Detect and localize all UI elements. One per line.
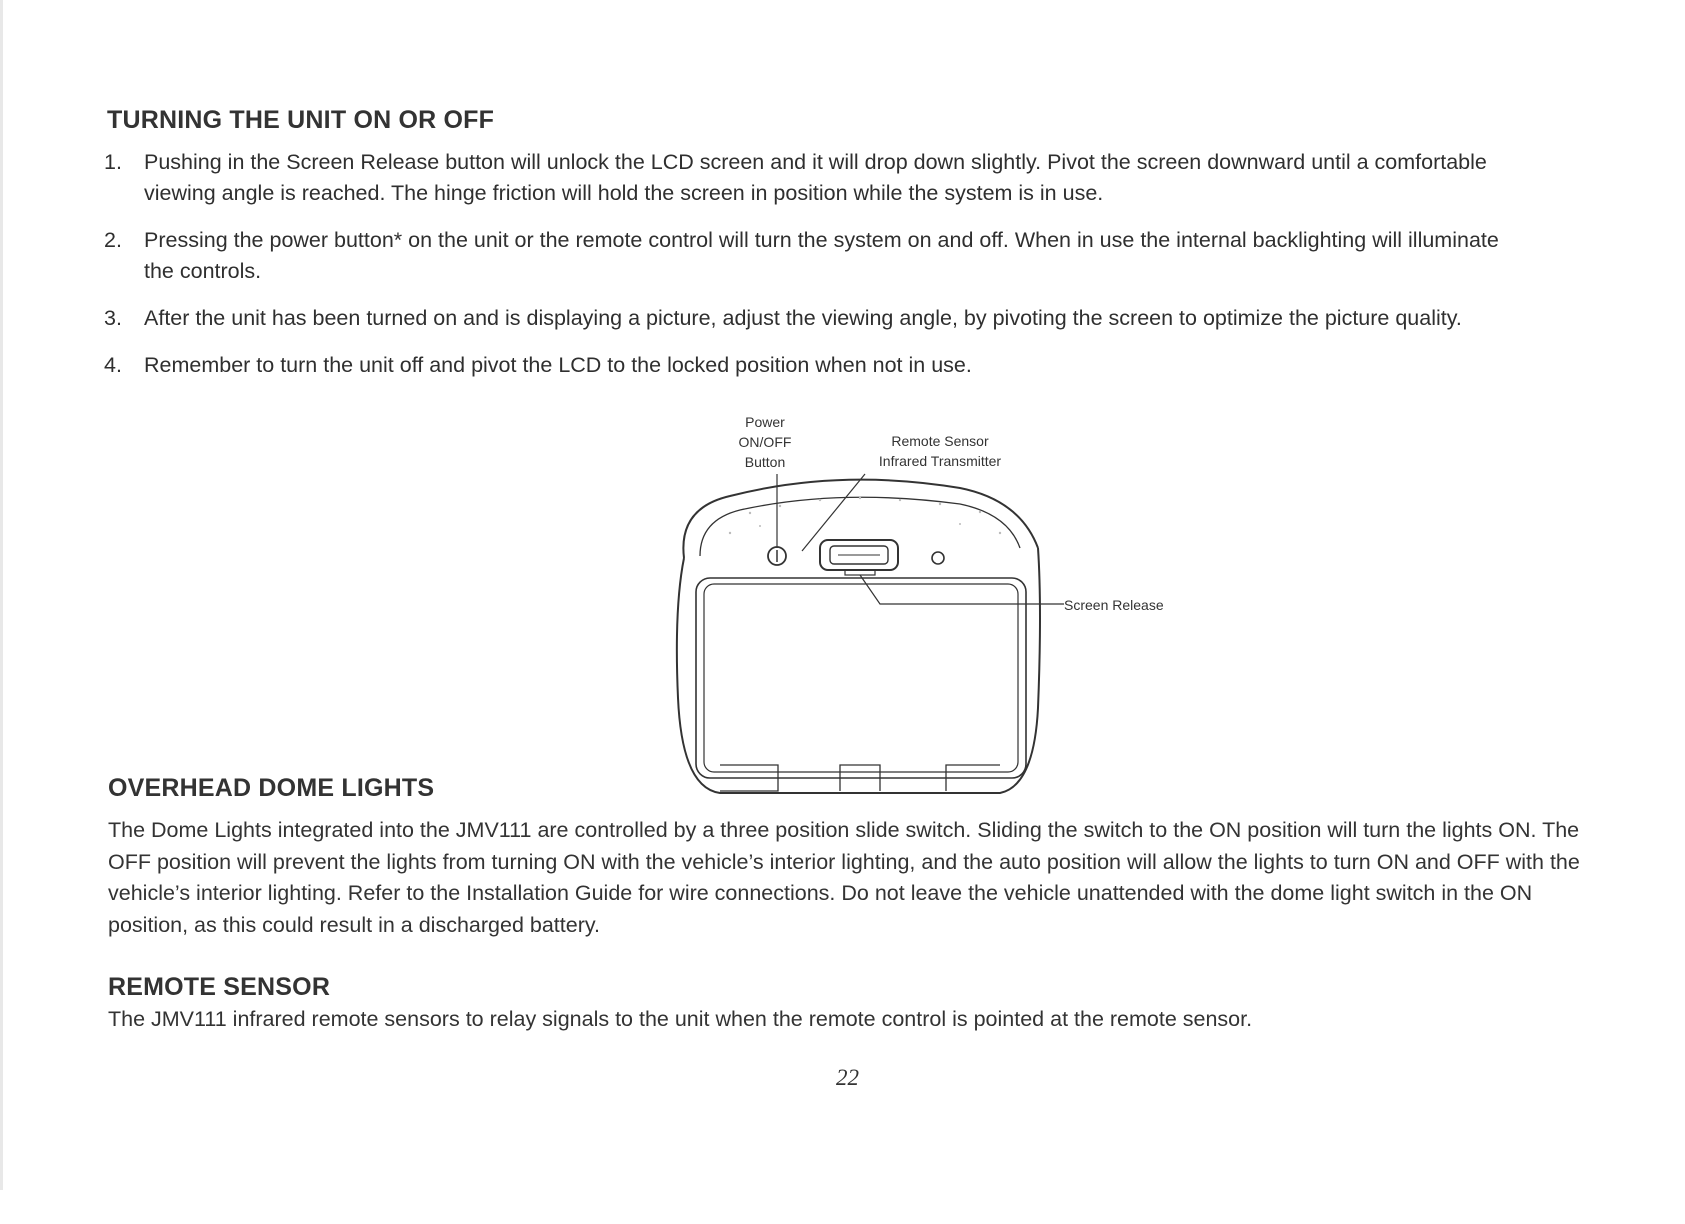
list-item: 3. After the unit has been turned on and is displaying a picture, adjust the viewing angle, by pivoting the screen to optimize the picture quality.: [104, 306, 1462, 330]
list-item: 4. Remember to turn the unit off and pivot the LCD to the locked position when not in use.: [104, 353, 972, 377]
power-button-label: Power ON/OFF Button: [738, 414, 792, 470]
page-edge: [0, 0, 3, 1190]
section-title-remote-sensor: REMOTE SENSOR: [108, 973, 331, 1001]
screen-release-label: Screen Release: [1064, 597, 1164, 613]
unit-diagram: [660, 408, 1220, 808]
section-title-turning: TURNING THE UNIT ON OR OFF: [107, 106, 495, 134]
dome-lights-paragraph: The Dome Lights integrated into the JMV111 are controlled by a three position slide switch. Sliding the switch to the ON position will turn the lights ON. The OFF position will prevent the lights from turning ON with the vehicle’s interior lighting, and the auto position will allow the lights to turn ON and OFF with the vehicle’s interior lighting. Refer to the Installation Guide for wire connections. Do not leave the vehicle unattended with the dome light switch in the ON position, as this could result in a discharged battery.: [108, 818, 1580, 937]
remote-sensor-icon: [820, 540, 898, 570]
dome-texture: [729, 497, 1001, 534]
list-item: 2. Pressing the power button* on the unit or the remote control will turn the system on and off. When in use the internal backlighting will illuminate the controls.: [104, 228, 1499, 283]
list-item: 1. Pushing in the Screen Release button will unlock the LCD screen and it will drop down slightly. Pivot the screen downward until a comfortable viewing angle is reached. The hinge friction will hold the screen in position while the system is in use.: [104, 150, 1487, 205]
remote-sensor-label: Remote Sensor Infrared Transmitter: [878, 433, 1002, 469]
page-number: 22: [836, 1065, 859, 1090]
steps-list: [104, 147, 1504, 397]
monitor-outline: [677, 480, 1040, 793]
monitor-illustration: [660, 408, 1220, 808]
section-title-dome-lights: OVERHEAD DOME LIGHTS: [108, 774, 435, 802]
indicator-dot: [932, 552, 944, 564]
remote-sensor-paragraph: The JMV111 infrared remote sensors to relay signals to the unit when the remote control is pointed at the remote sensor.: [108, 1007, 1253, 1031]
